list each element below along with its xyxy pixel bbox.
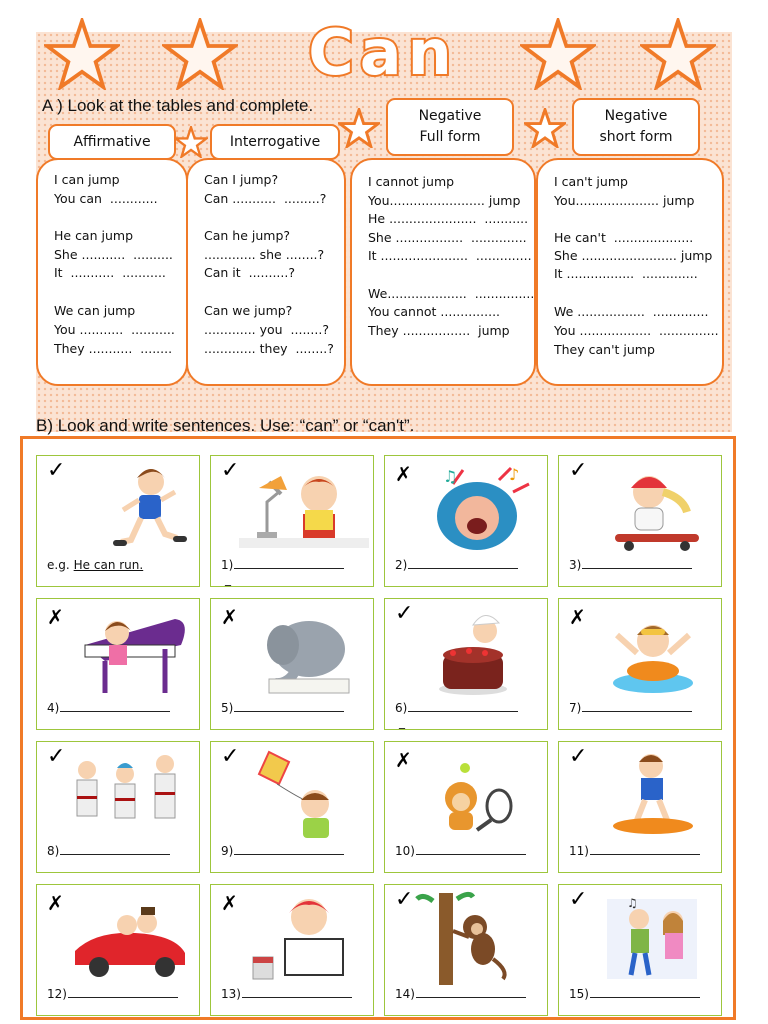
boy-painting-icon (239, 891, 369, 987)
answer-blank[interactable] (408, 701, 518, 712)
elephant-drawing-icon (239, 605, 369, 701)
star-icon (44, 18, 120, 90)
example-prefix: e.g. (47, 558, 70, 572)
negative-short-line: It ................. .............. (554, 266, 698, 281)
item-number: 15) (569, 987, 589, 1001)
answer-line[interactable] (395, 701, 518, 715)
affirmative-line: We can jump (54, 303, 136, 318)
header-affirmative-label: Affirmative (73, 133, 151, 150)
affirmative-line: He can jump (54, 228, 133, 243)
negative-full-line: I cannot jump (368, 174, 455, 189)
cross-mark-icon: ✗ (395, 748, 412, 772)
answer-blank[interactable] (234, 558, 344, 569)
check-mark-icon: ✓ (47, 458, 66, 483)
answer-line[interactable] (47, 987, 178, 1001)
boy-running-icon (65, 462, 195, 558)
answer-line[interactable] (221, 844, 344, 858)
boy-swimming-icon (587, 605, 717, 701)
interrogative-line: ............. you ........? (204, 322, 329, 337)
answer-line[interactable] (569, 558, 692, 572)
header-negative-full (386, 98, 514, 156)
interrogative-line: ............. she ........? (204, 247, 325, 262)
exercise-cell (210, 455, 374, 587)
item-number: 1) (221, 558, 234, 572)
column-negative-full (350, 158, 536, 386)
negative-short-line: You .................. ............... (554, 323, 719, 338)
header-negative-short-line1: Negative (604, 108, 668, 124)
boy-reading-lamp-icon (239, 462, 369, 558)
header-negative-full-line1: Negative (418, 108, 482, 124)
check-mark-icon: ✓ (395, 601, 414, 626)
interrogative-line: ............. they ........? (204, 341, 334, 356)
cross-mark-icon: ✗ (221, 605, 238, 629)
cross-mark-icon: ✗ (47, 891, 64, 915)
answer-blank[interactable] (68, 987, 178, 998)
header-interrogative (210, 124, 340, 160)
monkey-tennis-icon (413, 748, 543, 844)
item-number: 10) (395, 844, 415, 858)
answer-blank[interactable] (416, 987, 526, 998)
exercise-cell (558, 741, 722, 873)
check-mark-icon: ✓ (569, 887, 588, 912)
answer-line[interactable] (395, 987, 526, 1001)
negative-short-line: They can't jump (554, 342, 655, 357)
example-answer (47, 558, 143, 572)
exercise-cell (210, 741, 374, 873)
affirmative-line: They ........... ........ (54, 341, 173, 356)
negative-short-line: She ........................ jump (554, 248, 713, 263)
negative-short-line: You..................... jump (554, 193, 695, 208)
small-star-icon (338, 108, 380, 148)
check-mark-icon: ✓ (221, 458, 240, 483)
section-a-heading: A ) Look at the tables and complete. (42, 96, 314, 115)
item-number: 7) (569, 701, 582, 715)
header-negative-short (572, 98, 700, 156)
page-title (258, 18, 508, 88)
answer-blank[interactable] (582, 558, 692, 569)
negative-short-line: I can't jump (554, 174, 628, 189)
check-mark-icon: ✓ (221, 744, 240, 769)
header-interrogative-label: Interrogative (229, 133, 321, 150)
boy-surfing-icon (587, 748, 717, 844)
column-negative-short (536, 158, 724, 386)
answer-dash: _ (399, 715, 405, 729)
item-number: 3) (569, 558, 582, 572)
exercise-cell (384, 884, 548, 1016)
negative-short-line: He can't .................... (554, 230, 694, 245)
answer-line[interactable] (221, 701, 344, 715)
answer-line[interactable] (569, 701, 692, 715)
item-number: 13) (221, 987, 241, 1001)
header-negative-short-line2: short form (599, 129, 673, 145)
small-star-icon (174, 126, 208, 158)
answer-line[interactable] (221, 987, 352, 1001)
negative-full-line: He ...................... ........... (368, 211, 529, 226)
item-number: 8) (47, 844, 60, 858)
answer-line[interactable] (569, 844, 700, 858)
exercise-cell (384, 598, 548, 730)
answer-blank[interactable] (416, 844, 526, 855)
exercise-cell (36, 741, 200, 873)
svg-text:♫: ♫ (627, 896, 638, 910)
exercise-cell (384, 455, 548, 587)
star-icon (162, 18, 238, 90)
item-number: 14) (395, 987, 415, 1001)
negative-short-line: We ................. .............. (554, 304, 709, 319)
answer-blank[interactable] (408, 558, 518, 569)
answer-line[interactable] (47, 844, 170, 858)
boy-kite-icon (239, 748, 369, 844)
interrogative-line: Can he jump? (204, 228, 291, 243)
exercise-cell-example (36, 455, 200, 587)
answer-dash: _ (225, 572, 231, 586)
monkey-climbing-tree-icon (413, 891, 543, 987)
small-star-icon (524, 108, 566, 148)
answer-line[interactable] (395, 558, 518, 572)
girl-baking-cake-icon (413, 605, 543, 701)
cross-mark-icon: ✗ (395, 462, 412, 486)
answer-blank[interactable] (234, 844, 344, 855)
affirmative-line: You ........... ........... (54, 322, 175, 337)
item-number: 9) (221, 844, 234, 858)
header-affirmative (48, 124, 176, 160)
affirmative-line: She ........... .......... (54, 247, 173, 262)
answer-blank[interactable] (60, 701, 170, 712)
answer-blank[interactable] (582, 701, 692, 712)
negative-full-line: You cannot ............... (368, 304, 501, 319)
negative-full-line: We.................... ............... (368, 286, 535, 301)
star-icon (640, 18, 716, 90)
cross-mark-icon: ✗ (47, 605, 64, 629)
svg-text:♪: ♪ (509, 465, 520, 484)
negative-full-line: They ................. jump (368, 323, 510, 338)
exercise-cell (558, 884, 722, 1016)
answer-blank[interactable] (590, 987, 700, 998)
answer-line[interactable] (47, 701, 170, 715)
exercise-cell (36, 884, 200, 1016)
column-interrogative (186, 158, 346, 386)
exercise-cell (210, 598, 374, 730)
star-icon (520, 18, 596, 90)
item-number: 12) (47, 987, 67, 1001)
column-affirmative (36, 158, 188, 386)
check-mark-icon: ✓ (47, 744, 66, 769)
interrogative-line: Can ........... .........? (204, 191, 327, 206)
item-number: 11) (569, 844, 589, 858)
exercise-cell (558, 598, 722, 730)
affirmative-line: You can ............ (54, 191, 158, 206)
interrogative-line: Can I jump? (204, 172, 279, 187)
title-text: Can (308, 18, 458, 88)
cross-mark-icon: ✗ (221, 891, 238, 915)
cross-mark-icon: ✗ (569, 605, 586, 629)
check-mark-icon: ✓ (569, 744, 588, 769)
interrogative-line: Can it ..........? (204, 265, 295, 280)
girl-piano-icon (65, 605, 195, 701)
children-dancing-icon (587, 891, 717, 987)
answer-blank[interactable] (590, 844, 700, 855)
boy-singing-music-icon (413, 462, 543, 558)
item-number: 6) (395, 701, 408, 715)
affirmative-line: It ........... ........... (54, 265, 166, 280)
negative-full-line: It ...................... .............. (368, 248, 532, 263)
answer-blank[interactable] (60, 844, 170, 855)
item-number: 2) (395, 558, 408, 572)
negative-full-line: She ................. .............. (368, 230, 527, 245)
section-b-heading: B) Look and write sentences. Use: “can” or “can't”. (36, 416, 415, 435)
answer-blank[interactable] (242, 987, 352, 998)
item-number: 5) (221, 701, 234, 715)
answer-line[interactable] (221, 558, 344, 572)
negative-full-line: You........................ jump (368, 193, 521, 208)
item-number: 4) (47, 701, 60, 715)
answer-line[interactable] (395, 844, 526, 858)
exercise-cell (558, 455, 722, 587)
exercise-cell (384, 741, 548, 873)
answer-blank[interactable] (234, 701, 344, 712)
exercise-cell (210, 884, 374, 1016)
interrogative-line: Can we jump? (204, 303, 293, 318)
header-negative-full-line2: Full form (419, 129, 481, 145)
svg-text:♫: ♫ (443, 467, 458, 486)
answer-line[interactable] (569, 987, 700, 1001)
children-karate-icon (65, 748, 195, 844)
exercise-cell (36, 598, 200, 730)
kids-driving-car-icon (65, 891, 195, 987)
girl-skateboard-icon (587, 462, 717, 558)
check-mark-icon: ✓ (395, 887, 414, 912)
affirmative-line: I can jump (54, 172, 120, 187)
check-mark-icon: ✓ (569, 458, 588, 483)
example-answer-text: He can run. (73, 558, 144, 572)
